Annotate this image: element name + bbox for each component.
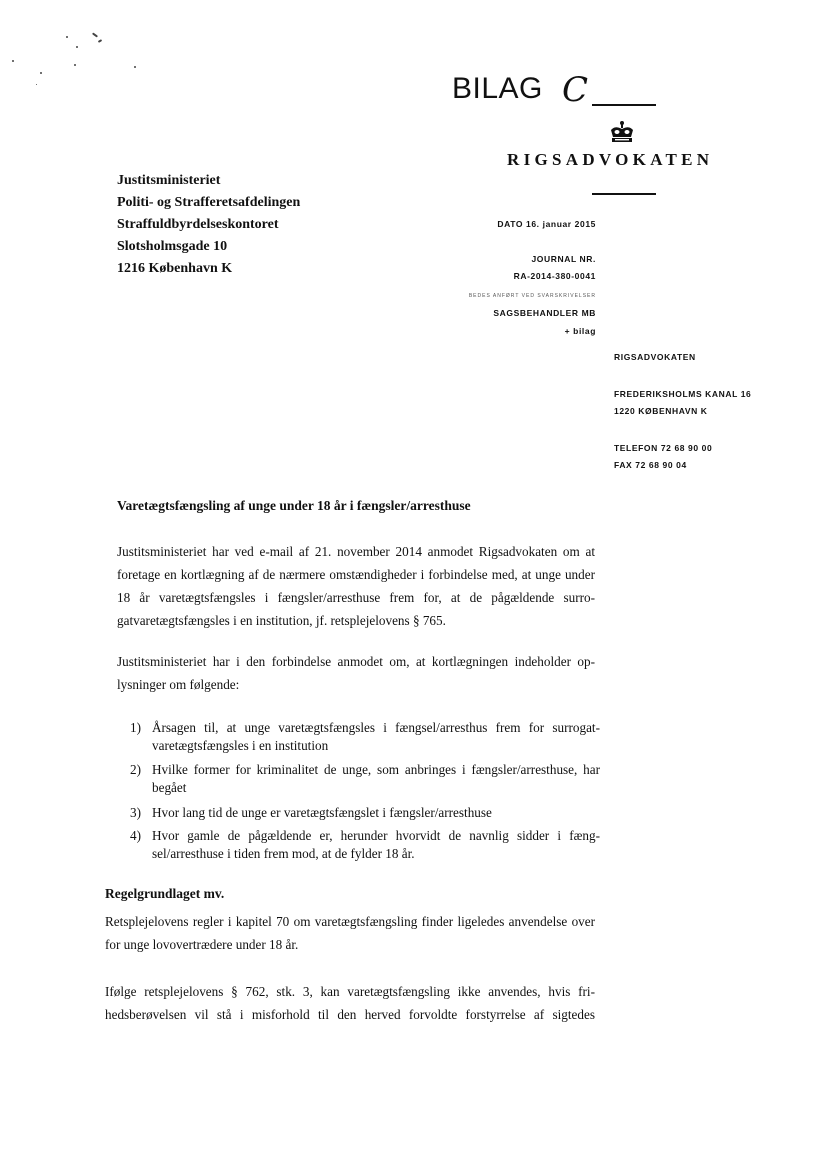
- crown-icon: [608, 120, 636, 144]
- recipient-address: [117, 170, 300, 280]
- recipient-line: Politi- og Strafferetsafdelingen: [117, 195, 301, 210]
- list-text: Årsagen til, at unge varetægtsfængsles i fængsel/arresthus frem for surrogat-varetægtsfængsles i en institution: [152, 720, 600, 753]
- journal-number: RA-2014-380-0041: [513, 271, 596, 281]
- recipient-line: 1216 København K: [117, 261, 233, 276]
- sender-name: RIGSADVOKATEN: [614, 352, 696, 362]
- bilag-handwritten-mark: C: [562, 70, 589, 110]
- paragraph-4: Ifølge retsplejelovens § 762, stk. 3, kan varetægtsfængsling ikke anvendes, hvis fri-hedsberøvelsen vil stå i misforhold til den herved forvoldte forstyrrelse af sigtedes: [105, 984, 595, 1022]
- paragraph-3: Retsplejelovens regler i kapitel 70 om varetægtsfængsling finder ligeledes anvendelse over for unge lovovertrædere under 18 år.: [105, 914, 595, 952]
- journal-label: JOURNAL NR.: [531, 254, 596, 264]
- enclosure-note: + bilag: [564, 326, 596, 336]
- reference-note: BEDES ANFØRT VED SVARSKRIVELSER: [468, 293, 596, 299]
- sender-phone: TELEFON 72 68 90 00: [614, 443, 713, 453]
- org-name: RIGSADVOKATEN: [507, 150, 714, 169]
- org-underline: [592, 193, 656, 195]
- list-text: Hvor lang tid de unge er varetægtsfængslet i fængsler/arresthuse: [152, 805, 492, 820]
- caseworker: SAGSBEHANDLER MB: [493, 308, 596, 318]
- list-text: Hvilke former for kriminalitet de unge, som anbringes i fængsler/arresthuse, har begået: [152, 762, 600, 795]
- letter-title: Varetægtsfængsling af unge under 18 år i fængsler/arresthuse: [117, 498, 471, 513]
- list-number: 3): [130, 805, 141, 820]
- sender-fax: FAX 72 68 90 04: [614, 460, 687, 470]
- list-item: [130, 719, 600, 755]
- list-text: Hvor gamle de pågældende er, herunder hvorvidt de navnlig sidder i fæng-sel/arresthuse i tiden frem mod, at de fylder 18 år.: [152, 828, 600, 861]
- bilag-underline: [592, 104, 656, 106]
- section-heading: Regelgrundlaget mv.: [105, 886, 225, 901]
- paragraph-2: Justitsministeriet har i den forbindelse anmodet om, at kortlægningen indeholder op-lysninger om følgende:: [117, 654, 595, 692]
- sender-street: FREDERIKSHOLMS KANAL 16: [614, 389, 752, 399]
- bilag-label: BILAG: [452, 72, 543, 105]
- paragraph-1: Justitsministeriet har ved e-mail af 21. november 2014 anmodet Rigsadvokaten om at foretage en kortlægning af de nærmere omstændigheder i forbindelse med, at unge under 18 år varetægtsfængsles i fængsler/arresthuse frem for, at de pågældende surro-gatvaretægtsfængsles i en institution, jf. retsplejelovens § 765.: [117, 544, 595, 628]
- list-number: 1): [130, 720, 141, 735]
- sender-city: 1220 KØBENHAVN K: [614, 406, 708, 416]
- list-item: [130, 761, 600, 797]
- recipient-line: Straffuldbyrdelseskontoret: [117, 217, 279, 232]
- list-number: 2): [130, 762, 141, 777]
- recipient-line: Justitsministeriet: [117, 173, 221, 188]
- list-item: [130, 827, 600, 863]
- letter-date: DATO 16. januar 2015: [497, 219, 596, 229]
- list-number: 4): [130, 828, 141, 843]
- recipient-line: Slotsholmsgade 10: [117, 239, 228, 254]
- list-item: [130, 804, 600, 822]
